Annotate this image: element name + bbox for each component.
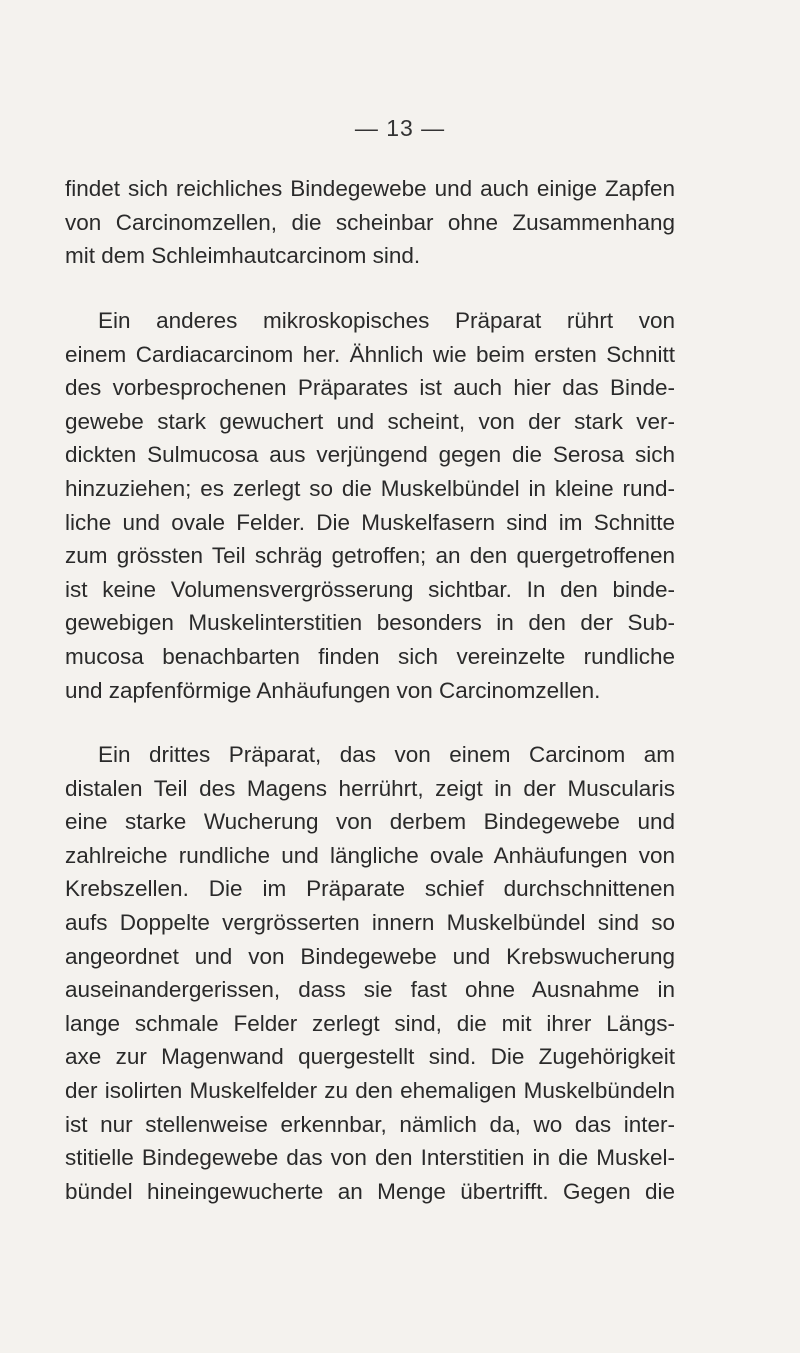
text-line: findet sich reichliches Bindegewebe und auch einige Zapfen (65, 176, 675, 201)
text-line: und zapfenförmige Anhäufungen von Carcinomzellen. (65, 677, 601, 703)
text-line: zahlreiche rundliche und längliche ovale Anhäufungen von (65, 842, 675, 868)
paragraph-2 (65, 304, 675, 707)
text-line: lange schmale Felder zerlegt sind, die mit ihrer Längs- (65, 1010, 675, 1036)
text-line: ist keine Volumensvergrösserung sichtbar. In den binde- (65, 576, 675, 602)
text-line: angeordnet und von Bindegewebe und Krebswucherung (65, 943, 675, 969)
text-line: auseinandergerissen, dass sie fast ohne Ausnahme in (65, 977, 675, 1003)
text-line: der isolirten Muskelfelder zu den ehemaligen Muskelbündeln (65, 1077, 675, 1103)
text-line: axe zur Magenwand quergestellt sind. Die Zugehörigkeit (65, 1044, 675, 1070)
text-line: Ein drittes Präparat, das von einem Carcinom am (98, 742, 675, 767)
text-line: ist nur stellenweise erkennbar, nämlich da, wo das inter- (65, 1111, 675, 1137)
text-line: stitielle Bindegewebe das von den Interstitien in die Muskel- (65, 1145, 675, 1171)
text-line: eine starke Wucherung von derbem Bindegewebe und (65, 809, 675, 835)
page-number: — 13 — (354, 115, 446, 141)
text-line: distalen Teil des Magens herrührt, zeigt in der Muscularis (65, 775, 675, 801)
text-line: mucosa benachbarten finden sich vereinzelte rundliche (65, 643, 675, 669)
text-line: mit dem Schleimhautcarcinom sind. (65, 243, 421, 269)
text-line: Krebszellen. Die im Präparate schief durchschnittenen (65, 876, 675, 902)
text-line: einem Cardiacarcinom her. Ähnlich wie beim ersten Schnitt (65, 341, 675, 367)
text-line: dickten Sulmucosa aus verjüngend gegen die Serosa sich (65, 442, 675, 468)
text-line: bündel hineingewucherte an Menge übertrifft. Gegen die (65, 1178, 675, 1204)
text-line: gewebe stark gewuchert und scheint, von der stark ver- (65, 408, 675, 434)
text-line: von Carcinomzellen, die scheinbar ohne Zusammenhang (65, 209, 675, 235)
paragraph-3 (65, 738, 675, 1208)
text-line: liche und ovale Felder. Die Muskelfasern sind im Schnitte (65, 509, 675, 535)
text-line: aufs Doppelte vergrösserten innern Muskelbündel sind so (65, 909, 675, 935)
text-line: des vorbesprochenen Präparates ist auch hier das Binde- (65, 375, 675, 401)
text-line: zum grössten Teil schräg getroffen; an den quergetroffenen (65, 543, 675, 569)
text-line: gewebigen Muskelinterstitien besonders in den der Sub- (65, 610, 675, 636)
text-line: Ein anderes mikroskopisches Präparat rührt von (98, 308, 675, 333)
paragraph-1 (65, 172, 675, 273)
text-line: hinzuziehen; es zerlegt so die Muskelbündel in kleine rund- (65, 475, 675, 501)
